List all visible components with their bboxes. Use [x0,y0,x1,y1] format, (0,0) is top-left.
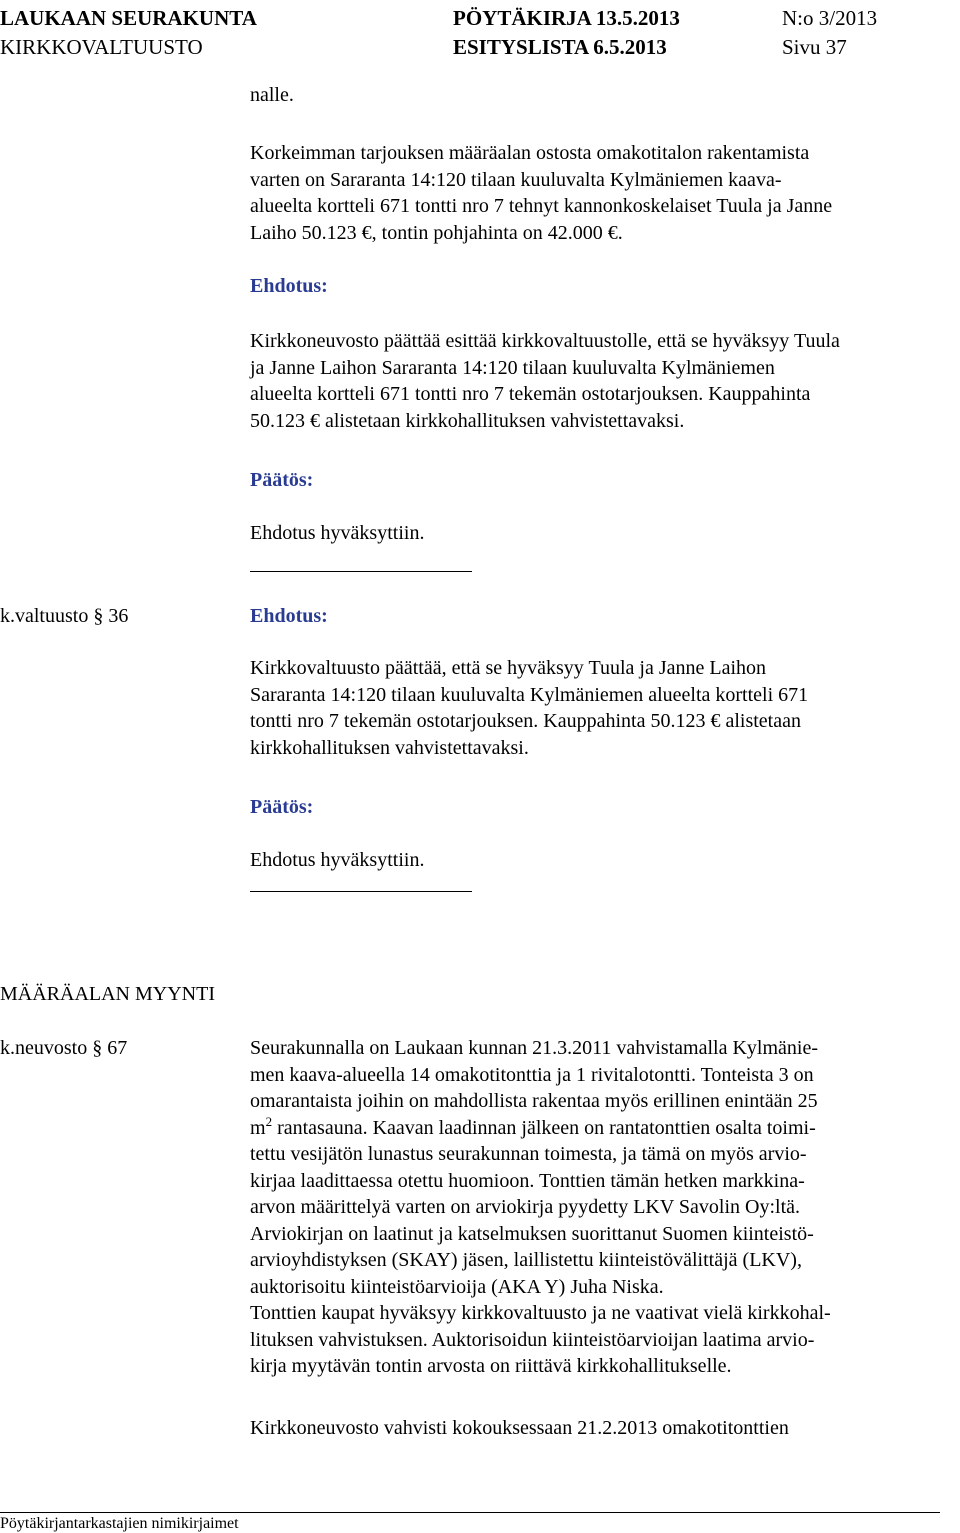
agenda-date: ESITYSLISTA 6.5.2013 [453,35,667,59]
description-line: kirjaa laadittaessa otettu huomioon. Tonttien tämän hetken markkina- [250,1169,805,1192]
minutes-date: PÖYTÄKIRJA 13.5.2013 [453,6,680,30]
proposal-line: Sararanta 14:120 tilaan kuuluvalta Kylmäniemen alueelta kortteli 671 [250,683,809,706]
description-line: lituksen vahvistuksen. Auktorisoidun kiinteistöarvioijan laatima arvio- [250,1328,815,1351]
meeting-reference: k.valtuusto § 36 [0,605,129,627]
area-unit: m [250,1116,266,1139]
description-line: auktorisoitu kiinteistöarvioija (AKA Y) Juha Niska. [250,1275,664,1298]
description-line: arvioyhdistyksen (SKAY) jäsen, laillistettu kiinteistövälittäjä (LKV), [250,1249,802,1271]
proposal-label: Ehdotus: [250,605,328,627]
proposal-paragraph [250,328,840,434]
proposal-label: Ehdotus: [250,275,328,297]
document-number: N:o 3/2013 [782,6,878,30]
footer-signature-note: Pöytäkirjantarkastajien nimikirjaimet [0,1515,239,1532]
proposal-line: Kirkkoneuvosto päättää esittää kirkkovaltuustolle, että se hyväksyy Tuula [250,330,840,352]
proposal-paragraph [250,655,808,761]
description-line: Arviokirjan on laatinut ja katselmuksen suorittanut Suomen kiinteistö- [250,1222,814,1245]
intro-line: alueelta kortteli 671 tontti nro 7 tehnyt kannonkoskelaiset Tuula ja Janne [250,195,833,217]
intro-paragraph [250,140,832,246]
area-rest: rantasauna. Kaavan laadinnan jälkeen on rantatonttien osalta toimi- [272,1116,816,1139]
decision-text: Ehdotus hyväksyttiin. [250,849,425,871]
intro-line: varten on Sararanta 14:120 tilaan kuuluvalta Kylmäniemen kaava- [250,168,782,191]
meeting-reference: k.neuvosto § 67 [0,1037,128,1059]
separator-line [250,571,472,572]
description-line: kirja myytävän tontin arvosta on riittävä kirkkohallitukselle. [250,1355,732,1377]
proposal-line: tontti nro 7 tekemän ostotarjouksen. Kauppahinta 50.123 € alistetaan [250,710,801,732]
org-name: LAUKAAN SEURAKUNTA [0,6,257,30]
closing-line: Kirkkoneuvosto vahvisti kokouksessaan 21.2.2013 omakotitonttien [250,1417,789,1439]
body-name: KIRKKOVALTUUSTO [0,35,203,59]
decision-label: Päätös: [250,469,314,491]
proposal-line: alueelta kortteli 671 tontti nro 7 tekemän ostotarjouksen. Kauppahinta [250,383,811,405]
description-line: tettu vesijätön lunastus seurakunnan toimesta, ja tämä on myös arvio- [250,1143,807,1165]
proposal-line: Kirkkovaltuusto päättää, että se hyväksyy Tuula ja Janne Laihon [250,657,767,679]
proposal-line: ja Janne Laihon Sararanta 14:120 tilaan kuuluvalta Kylmäniemen [250,356,775,379]
separator-line [250,891,472,892]
decision-text: Ehdotus hyväksyttiin. [250,522,425,544]
description-line: arvon määrittelyä varten on arviokirja pyydetty LKV Savolin Oy:ltä. [250,1196,801,1218]
decision-label: Päätös: [250,796,314,818]
proposal-line: 50.123 € alistetaan kirkkohallituksen vahvistettavaksi. [250,409,685,432]
proposal-line: kirkkohallituksen vahvistettavaksi. [250,736,529,759]
continued-text: nalle. [250,84,294,106]
intro-line: Korkeimman tarjouksen määräalan ostosta omakotitalon rakentamista [250,142,810,164]
description-line: Seurakunnalla on Laukaan kunnan 21.3.2011 vahvistamalla Kylmänie- [250,1037,818,1059]
page-number: Sivu 37 [782,35,847,59]
description-paragraph [250,1035,831,1380]
section-heading: MÄÄRÄALAN MYYNTI [0,983,215,1005]
area-exponent: 2 [265,1113,273,1129]
description-line: men kaava-alueella 14 omakotitonttia ja 1 rivitalotontti. Tonteista 3 on [250,1063,814,1086]
description-line: Tonttien kaupat hyväksyy kirkkovaltuusto ja ne vaativat vielä kirkkohal- [250,1302,831,1324]
intro-line: Laiho 50.123 €, tontin pohjahinta on 42.000 €. [250,221,623,244]
description-line: omarantaista joihin on mahdollista rakentaa myös erillinen enintään 25 [250,1090,818,1112]
footer-rule [0,1512,940,1513]
description-line [250,1115,831,1142]
